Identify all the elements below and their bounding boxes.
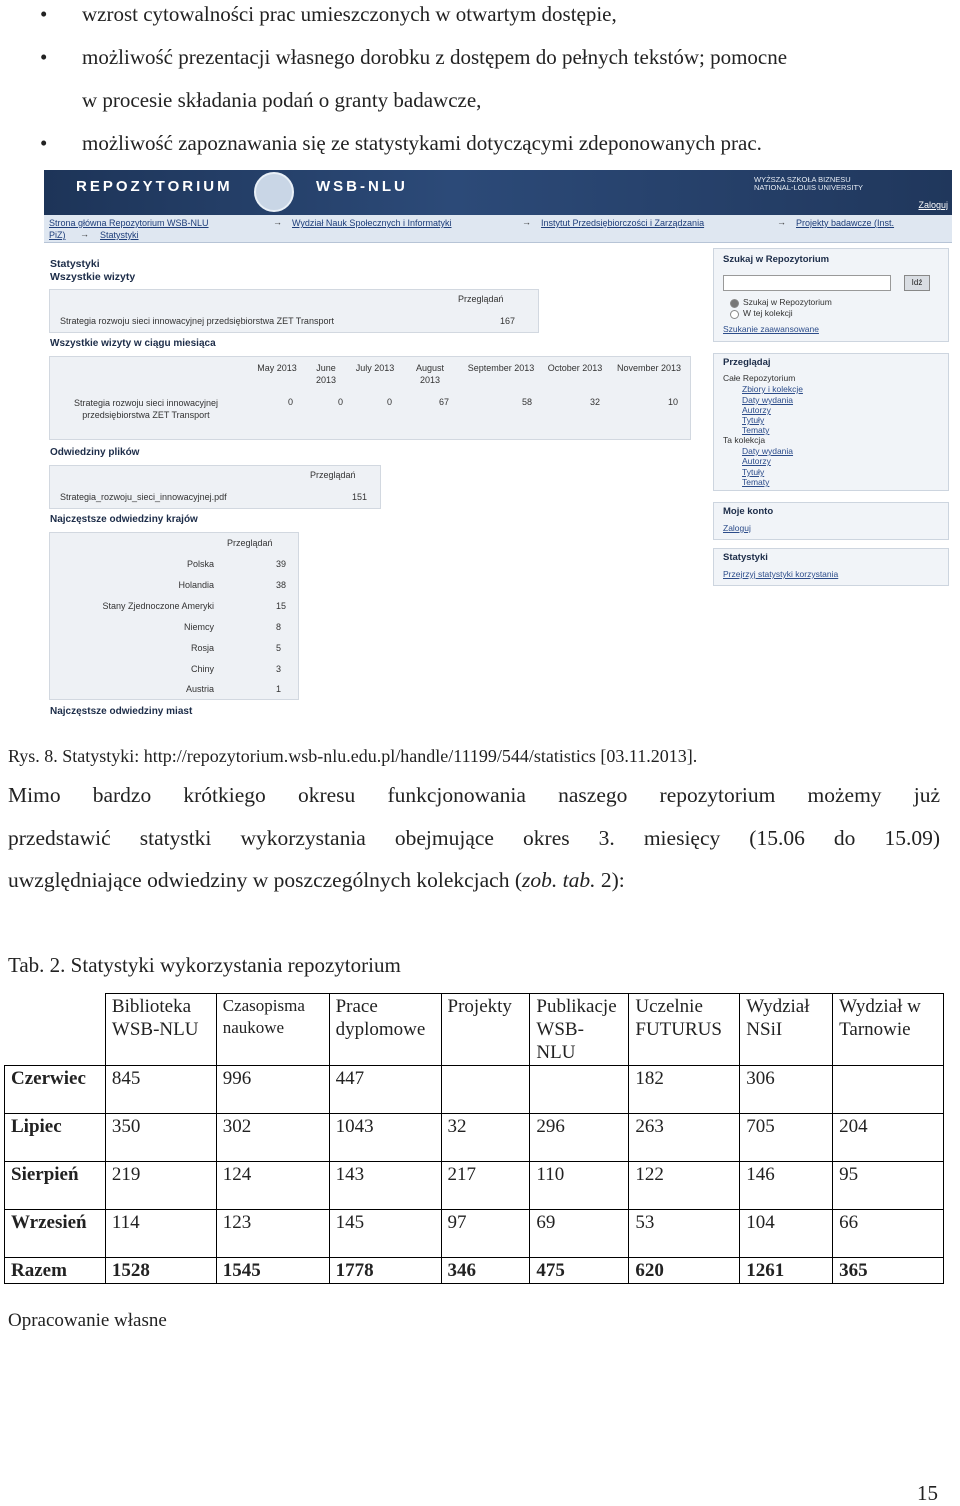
- item-title: Strategia rozwoju sieci innowacyjnej przedsiębiorstwa ZET Transport: [60, 316, 334, 326]
- views-header: Przeglądań: [458, 294, 504, 304]
- monthly-value: 10: [668, 397, 679, 407]
- advanced-search-link[interactable]: Szukanie zaawansowane: [723, 324, 819, 334]
- table-cell: 123: [216, 1210, 329, 1258]
- section-title-all-visits: Wszystkie wizyty: [50, 271, 136, 283]
- browse-all-label: Całe Repozytorium: [723, 373, 796, 383]
- browse-link[interactable]: Tytuły: [742, 415, 765, 425]
- country-views: 3: [276, 664, 282, 674]
- arrow-right-icon: →: [522, 217, 531, 227]
- table-cell: 296: [530, 1114, 629, 1162]
- table-cell: 204: [833, 1114, 944, 1162]
- account-login-link[interactable]: Zaloguj: [723, 523, 751, 533]
- table-cell: 104: [740, 1210, 833, 1258]
- table-cell: 217: [441, 1162, 530, 1210]
- monthly-value: 58: [522, 397, 533, 407]
- row-label: Lipiec: [5, 1114, 106, 1162]
- country-views: 38: [276, 580, 287, 590]
- table-cell: 146: [740, 1162, 833, 1210]
- table-cell: 219: [105, 1162, 216, 1210]
- views-header: Przeglądań: [310, 470, 356, 480]
- arrow-right-icon: →: [777, 217, 786, 227]
- column-header: Publikacje WSB-NLU: [530, 994, 629, 1066]
- table-cell: [530, 1066, 629, 1114]
- table-cell: 97: [441, 1210, 530, 1258]
- figure-caption: Rys. 8. Statystyki: http://repozytorium.wsb-nlu.edu.pl/handle/11199/544/statistics [03.11.2013].: [8, 746, 698, 766]
- university-seal-icon: [254, 172, 294, 212]
- country-name: Niemcy: [183, 622, 214, 632]
- monthly-value: 32: [590, 397, 601, 407]
- breadcrumb: [44, 215, 952, 243]
- column-header: Biblioteka WSB-NLU: [105, 994, 216, 1066]
- table-cell: 306: [740, 1066, 833, 1114]
- table-header-row: [5, 994, 944, 1066]
- country-views: 15: [276, 601, 287, 611]
- bullet-item: możliwość zapoznawania się ze statystykami dotyczącymi zdeponowanych prac.: [82, 131, 762, 155]
- total-visits-table: [49, 289, 539, 333]
- file-name: Strategia_rozwoju_sieci_innowacyjnej.pdf: [60, 492, 227, 502]
- country-name: Chiny: [190, 664, 214, 674]
- arrow-right-icon: →: [80, 229, 89, 239]
- country-views: 5: [276, 643, 282, 653]
- table-cell: 845: [105, 1066, 216, 1114]
- country-views: 39: [276, 559, 287, 569]
- column-header: Wydział NSiI: [740, 994, 833, 1066]
- table-cell: 114: [105, 1210, 216, 1258]
- table-cell: 143: [329, 1162, 441, 1210]
- item-views: 167: [500, 316, 516, 326]
- column-header: Projekty: [441, 994, 530, 1066]
- table-cell: 95: [833, 1162, 944, 1210]
- country-name: Holandia: [178, 580, 214, 590]
- browse-link[interactable]: Zbiory i kolekcje: [742, 384, 803, 394]
- login-link[interactable]: Zaloguj: [918, 200, 948, 210]
- table-cell: 145: [329, 1210, 441, 1258]
- radio-label: Szukaj w Repozytorium: [743, 297, 832, 307]
- university-name: WYŻSZA SZKOŁA BIZNESU NATIONAL-LOUIS UNIVERSITY: [754, 175, 864, 192]
- search-input[interactable]: [723, 275, 891, 291]
- table-cell: 32: [441, 1114, 530, 1162]
- table-cell: 346: [441, 1258, 530, 1284]
- table-cell: 1528: [105, 1258, 216, 1284]
- table-cell: 350: [105, 1114, 216, 1162]
- view-statistics-link[interactable]: Przejrzyj statystyki korzystania: [723, 569, 839, 579]
- file-visits-table: [49, 465, 381, 509]
- account-panel-title: Moje konto: [723, 506, 774, 517]
- countries-table: [49, 532, 299, 700]
- monthly-value: 0: [338, 397, 344, 407]
- browse-link[interactable]: Daty wydania: [742, 446, 794, 456]
- table-cell: 182: [629, 1066, 740, 1114]
- table-cell: 365: [833, 1258, 944, 1284]
- section-title-monthly: Wszystkie wizyty w ciągu miesiąca: [50, 338, 216, 349]
- radio-search-repository[interactable]: [730, 299, 739, 308]
- browse-panel-title: Przeglądaj: [723, 357, 771, 368]
- month-header: June 2013: [315, 363, 337, 385]
- table-row: [5, 1162, 944, 1210]
- account-panel: [713, 502, 949, 540]
- column-header: Czasopisma naukowe: [216, 994, 329, 1066]
- month-header: July 2013: [355, 363, 395, 373]
- row-label: Sierpień: [5, 1162, 106, 1210]
- paragraph-line: przedstawić statystki wykorzystania obejmujące okres 3. miesięcy (15.06 do 15.09): [8, 826, 940, 850]
- bullet-dot: •: [40, 45, 48, 69]
- column-header: Prace dyplomowe: [329, 994, 441, 1066]
- paragraph-line: Mimo bardzo krótkiego okresu funkcjonowania naszego repozytorium możemy już: [8, 783, 940, 807]
- section-title-cities: Najczęstsze odwiedziny miast: [50, 706, 193, 717]
- breadcrumb-projects[interactable]: Projekty badawcze (Inst.: [796, 218, 895, 228]
- banner-title-right: WSB-NLU: [316, 178, 408, 195]
- table-cell: 53: [629, 1210, 740, 1258]
- table-cell: 1261: [740, 1258, 833, 1284]
- radio-search-collection[interactable]: [730, 310, 739, 319]
- month-header: May 2013: [257, 363, 297, 373]
- browse-link[interactable]: Autorzy: [742, 456, 771, 466]
- table-cell: 620: [629, 1258, 740, 1284]
- bullet-dot: •: [40, 131, 48, 155]
- radio-label: W tej kolekcji: [743, 308, 793, 318]
- table-title: Tab. 2. Statystyki wykorzystania repozytorium: [8, 953, 401, 977]
- browse-link[interactable]: Tytuły: [742, 467, 765, 477]
- search-panel-title: Szukaj w Repozytorium: [723, 254, 830, 265]
- table-corner-cell: [5, 994, 106, 1066]
- table-cell: 1043: [329, 1114, 441, 1162]
- table-cell: 263: [629, 1114, 740, 1162]
- breadcrumb-statistics[interactable]: Statystyki: [100, 230, 139, 240]
- table-cell: 110: [530, 1162, 629, 1210]
- table-cell: 124: [216, 1162, 329, 1210]
- browse-collection-label: Ta kolekcja: [723, 435, 766, 445]
- breadcrumb-home[interactable]: Strona główna Repozytorium WSB-NLU: [49, 218, 209, 228]
- browse-link[interactable]: Autorzy: [742, 405, 771, 415]
- table-cell: 996: [216, 1066, 329, 1114]
- row-label: Wrzesień: [5, 1210, 106, 1258]
- section-title-files: Odwiedziny plików: [50, 447, 140, 458]
- monthly-visits-table: [49, 356, 691, 440]
- table-cell: [441, 1066, 530, 1114]
- row-label: Razem: [5, 1258, 106, 1284]
- section-title-countries: Najczęstsze odwiedziny krajów: [50, 514, 198, 525]
- table-cell: [833, 1066, 944, 1114]
- monthly-value: 0: [387, 397, 393, 407]
- column-header: Uczelnie FUTURUS: [629, 994, 740, 1066]
- month-header: August 2013: [415, 363, 445, 385]
- table-cell: 475: [530, 1258, 629, 1284]
- table-row: [5, 1066, 944, 1114]
- table-cell: 447: [329, 1066, 441, 1114]
- monthly-value: 0: [288, 397, 294, 407]
- country-name: Rosja: [190, 643, 214, 653]
- bullet-item: wzrost cytowalności prac umieszczonych w otwartym dostępie,: [82, 2, 617, 26]
- table-cell: 69: [530, 1210, 629, 1258]
- table-row: [5, 1114, 944, 1162]
- breadcrumb-projects-cont[interactable]: PiZ): [49, 230, 66, 240]
- repository-screenshot: [44, 170, 952, 722]
- table-cell: 66: [833, 1210, 944, 1258]
- statistics-panel-title: Statystyki: [723, 552, 768, 563]
- bullet-dot: •: [40, 2, 48, 26]
- page-number: 15: [917, 1481, 938, 1505]
- table-cell: 1545: [216, 1258, 329, 1284]
- usage-statistics-table: [4, 993, 944, 1284]
- row-label: Czerwiec: [5, 1066, 106, 1114]
- country-name: Polska: [186, 559, 214, 569]
- browse-link[interactable]: Tematy: [742, 477, 770, 487]
- month-header: October 2013: [547, 363, 603, 373]
- breadcrumb-institute[interactable]: Instytut Przedsiębiorczości i Zarządzania: [541, 218, 705, 228]
- search-panel: [713, 248, 949, 342]
- views-header: Przeglądań: [227, 538, 273, 548]
- table-row: [5, 1210, 944, 1258]
- breadcrumb-faculty[interactable]: Wydział Nauk Społecznych i Informatyki: [292, 218, 452, 228]
- browse-panel: [713, 353, 949, 491]
- table-cell: 122: [629, 1162, 740, 1210]
- table-source: Opracowanie własne: [8, 1310, 167, 1331]
- column-header: Wydział w Tarnowie: [833, 994, 944, 1066]
- browse-link[interactable]: Daty wydania: [742, 395, 794, 405]
- search-button[interactable]: Idź: [904, 275, 930, 291]
- monthly-row-label: Strategia rozwoju sieci innowacyjnej przedsiębiorstwa ZET Transport: [73, 398, 219, 420]
- table-cell: 705: [740, 1114, 833, 1162]
- paragraph-line-last: uwzględniające odwiedziny w poszczególnych kolekcjach (zob. tab. 2):: [8, 868, 625, 892]
- bullet-item: możliwość prezentacji własnego dorobku z dostępem do pełnych tekstów; pomocne: [82, 45, 788, 69]
- country-views: 8: [276, 622, 282, 632]
- browse-link[interactable]: Tematy: [742, 425, 770, 435]
- bullet-item-continued: w procesie składania podań o granty badawcze,: [82, 88, 482, 112]
- table-cell: 1778: [329, 1258, 441, 1284]
- table-cell: 302: [216, 1114, 329, 1162]
- banner-title-left: REPOZYTORIUM: [76, 178, 233, 195]
- month-header: November 2013: [616, 363, 682, 373]
- country-name: Austria: [185, 684, 214, 694]
- statistics-panel: [713, 548, 949, 586]
- file-views: 151: [352, 492, 368, 502]
- country-name: Stany Zjednoczone Ameryki: [102, 601, 214, 611]
- page-title: Statystyki: [50, 258, 100, 270]
- country-views: 1: [276, 684, 282, 694]
- arrow-right-icon: →: [273, 217, 282, 227]
- table-total-row: [5, 1258, 944, 1284]
- repository-banner: [44, 170, 952, 215]
- month-header: September 2013: [467, 363, 535, 373]
- monthly-value: 67: [439, 397, 450, 407]
